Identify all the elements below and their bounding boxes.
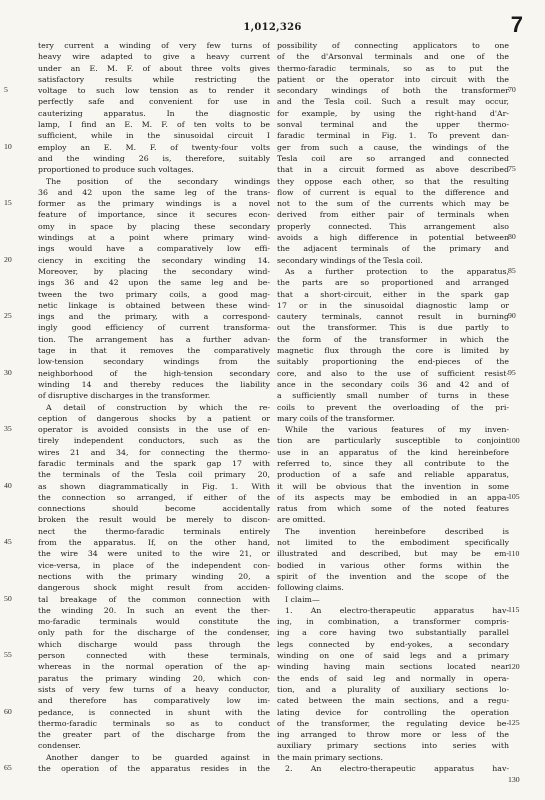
left-text-column [38, 40, 270, 774]
text-line: a sufficiently small number of turns in these [277, 391, 509, 401]
text-line: Another danger to be guarded against in [46, 752, 270, 762]
line-number: 90 [508, 311, 516, 321]
text-line: which discharge would pass through the [38, 639, 270, 649]
text-line: secondary windings of both the transformer [277, 86, 509, 96]
text-line: ing a core having two substantially parallel [277, 628, 509, 638]
text-line: mary coils of the transformer. [277, 413, 395, 423]
text-line: production of a safe and reliable apparatus, [277, 470, 509, 480]
text-line: nect the thermo-faradic terminals entirely [38, 526, 270, 536]
right-text-column [277, 40, 509, 774]
text-line: windings at a point where primary wind- [38, 233, 270, 243]
text-line: flow of current is equal to the difference and [277, 187, 509, 197]
text-line: tery current a winding of very few turns of [38, 41, 270, 50]
line-number: 105 [508, 492, 520, 501]
text-line: tal breakage of the common connection with [38, 594, 270, 604]
text-line: faradic terminals and the spark gap 17 with [38, 458, 270, 468]
text-line: referred to, since they all contribute to the [277, 458, 509, 468]
text-line: proportioned to produce such voltages. [38, 165, 194, 175]
text-line: tween the two primary coils, a good mag- [38, 289, 270, 299]
text-line: of the d'Arsonval terminals and one of the [277, 52, 509, 62]
text-line: the terminals of the Tesla coil primary 20, [38, 470, 270, 480]
text-line: Tesla coil are so arranged and connected [277, 153, 509, 163]
text-line: ings and the primary, with a correspond- [38, 312, 270, 322]
text-line: voltage to such low tension as to render it [38, 86, 270, 96]
text-line: the winding 20. In such an event the ther- [38, 605, 270, 615]
text-line: as shown diagrammatically in Fig. 1. With [38, 481, 270, 491]
line-number: 125 [508, 718, 520, 727]
text-line: A detail of construction by which the re- [46, 402, 270, 412]
line-number: 5 [4, 85, 8, 95]
line-number: 100 [508, 435, 520, 445]
text-line: not to the sum of the currents which may be [277, 199, 509, 209]
text-line: former as the primary windings is a novel [38, 199, 270, 209]
text-line: tion. The arrangement has a further advan- [38, 334, 270, 344]
text-line: the connection so arranged, if either of the [38, 492, 270, 502]
text-line: While the various features of my inven- [285, 425, 509, 435]
text-line: faradic terminal in Fig. 1. To prevent dan- [277, 131, 509, 141]
text-line: satisfactory results while restricting the [38, 74, 270, 84]
text-line: possibility of connecting applicators to one [277, 41, 509, 50]
text-line: I claim— [285, 594, 320, 604]
text-line: of the transformer, the regulating device be- [277, 718, 509, 728]
text-line: derived from either pair of terminals when [277, 210, 509, 220]
text-line: thermo-faradic terminals so as to conduct [38, 718, 270, 728]
text-line: it will be obvious that the invention in some [277, 481, 509, 491]
text-line: tion, and a plurality of auxiliary sections lo- [277, 684, 509, 694]
text-line: thermo-faradic terminals, so as to put the [277, 63, 509, 73]
text-line: Moreover, by placing the secondary wind- [38, 266, 270, 276]
text-line: from the apparatus. If, on the other hand, [38, 538, 270, 548]
line-number: 40 [4, 480, 12, 490]
text-line: cauterizing apparatus. In the diagnostic [38, 108, 270, 118]
line-number: 60 [4, 706, 12, 716]
text-line: ings 36 and 42 upon the same leg and be- [38, 278, 270, 288]
text-line: the parts are so proportioned and arranged [277, 278, 509, 288]
line-number: 55 [4, 650, 12, 660]
line-number: 85 [508, 266, 516, 275]
text-line: the wire 34 were united to the wire 21, or [38, 549, 270, 559]
text-line: paratus the primary winding 20, which con- [38, 673, 270, 683]
text-line: wires 21 and 34, for connecting the thermo- [38, 447, 270, 457]
text-line: ger from such a cause, the windings of the [277, 142, 509, 152]
text-line: perfectly safe and convenient for use in [38, 97, 270, 107]
text-line: 1. An electro-therapeutic apparatus hav- [285, 605, 509, 615]
line-number: 30 [4, 367, 12, 377]
line-number: 25 [4, 311, 12, 321]
text-line: bodied in various other forms within the [277, 560, 509, 570]
text-line: core, and also to the use of sufficient resist- [277, 368, 509, 378]
text-line: lating device for controlling the operation [277, 707, 509, 717]
text-line: use in an apparatus of the kind hereinbefore [277, 447, 509, 457]
text-line: following claims. [277, 583, 344, 593]
text-line: person connected with these terminals, [38, 651, 270, 661]
text-line: employ an E. M. F. of twenty-four volts [38, 142, 270, 152]
text-line: and the winding 26 is, therefore, suitably [38, 153, 270, 163]
text-line: patient or the operator into circuit with the [277, 74, 509, 84]
text-line: mo-faradic terminals would constitute the [38, 617, 270, 627]
text-line: the adjacent terminals of the primary and [277, 244, 509, 254]
text-line: are omitted. [277, 515, 326, 525]
line-number: 75 [508, 164, 516, 174]
line-number: 80 [508, 232, 516, 242]
text-line: operator is avoided consists in the use of en- [38, 425, 270, 435]
line-number: 115 [508, 605, 520, 614]
line-number: 15 [4, 198, 12, 208]
text-line: ratus from which some of the noted features [277, 504, 509, 514]
text-line: pedance, is connected in shunt with the [38, 707, 270, 717]
text-line: and therefore has comparatively low im- [38, 696, 270, 706]
text-line: suitably proportioning the end-pieces of the [277, 357, 509, 367]
text-line: spirit of the invention and the scope of the [277, 571, 509, 581]
text-line: vice-versa, in place of the independent con- [38, 560, 270, 570]
line-number: 70 [508, 85, 516, 95]
text-line: not limited to the embodiment specifically [277, 538, 509, 548]
text-line: 2. An electro-therapeutic apparatus hav- [285, 764, 509, 773]
page-number: 7 [510, 12, 523, 37]
text-line: sufficient, while in the sinusoidal circuit I [38, 131, 270, 141]
text-line: of disruptive discharges in the transformer. [38, 391, 211, 401]
line-number: 35 [4, 424, 12, 434]
text-line: heavy wire adapted to give a heavy current [38, 52, 270, 62]
text-line: of its aspects may be embodied in an appa- [277, 492, 509, 502]
text-line: the main primary sections. [277, 752, 383, 762]
text-line: sists of very few turns of a heavy conductor, [38, 684, 270, 694]
text-line: legs connected by end-yokes, a secondary [277, 639, 509, 649]
text-line: winding 14 and thereby reduces the liability [38, 379, 270, 389]
text-line: illustrated and described, but may be em- [277, 549, 509, 559]
text-line: omy in space by placing these secondary [38, 221, 270, 231]
text-line: ing, in combination, a transformer compris- [277, 617, 509, 627]
line-number: 95 [508, 367, 516, 377]
text-line: that a short-circuit, either in the spark gap [277, 289, 509, 299]
text-line: for example, by using the right-hand d'Ar- [277, 108, 509, 118]
text-line: winding on one of said legs and a primary [277, 651, 509, 661]
line-number: 130 [508, 774, 520, 784]
text-line: secondary windings of the Tesla coil. [277, 255, 423, 265]
text-line: neighborhood of the high-tension secondary [38, 368, 270, 378]
text-line: tion are particularly susceptible to conjoint [277, 436, 509, 446]
text-line: magnetic flux through the core is limited by [277, 346, 509, 356]
text-line: dangerous shock might result from acciden- [38, 583, 270, 593]
text-line: ciency in exciting the secondary winding 14. [38, 255, 270, 265]
text-line: cautery terminals, cannot result in burning [277, 312, 509, 322]
text-line: tirely independent conductors, such as the [38, 436, 270, 446]
text-line: under an E. M. F. of about three volts gives [38, 63, 270, 73]
text-line: connections should become accidentally [38, 504, 270, 514]
line-number: 45 [4, 537, 12, 547]
text-line: the operation of the apparatus resides in the [38, 764, 270, 773]
text-line: whereas in the normal operation of the ap- [38, 662, 270, 672]
text-line: avoids a high difference in potential between [277, 233, 509, 243]
text-line: out the transformer. This is due partly to [277, 323, 509, 333]
text-line: ing arranged to throw more or less of the [277, 730, 509, 740]
patent-number: 1,012,326 [243, 22, 302, 33]
line-number: 10 [4, 141, 12, 151]
text-line: The position of the secondary windings [46, 176, 270, 186]
text-line: feature of importance, since it secures econ- [38, 210, 270, 220]
text-line: that in a circuit formed as above described [277, 165, 509, 175]
text-line: lamp, I find an E. M. F. of ten volts to be [38, 120, 270, 130]
text-line: only path for the discharge of the condenser, [38, 628, 270, 638]
text-line: condenser. [38, 741, 81, 751]
page-header [0, 0, 545, 40]
text-line: coils to prevent the overloading of the pri- [277, 402, 509, 412]
text-line: low-tension secondary windings from the [38, 357, 270, 367]
text-line: 36 and 42 upon the same leg of the trans- [38, 187, 270, 197]
text-line: As a further protection to the apparatus, [285, 266, 509, 276]
line-number: 20 [4, 254, 12, 264]
text-line: ance in the secondary coils 36 and 42 and of [277, 379, 509, 389]
text-line: tage in that it removes the comparatively [38, 346, 270, 356]
text-line: winding having main sections located near [277, 662, 509, 672]
text-line: the ends of said leg and normally in opera- [277, 673, 509, 683]
text-line: 17 or in the sinusoidal diagnostic lamp or [277, 300, 509, 310]
text-line: properly connected. This arrangement also [277, 221, 509, 231]
text-line: and the Tesla coil. Such a result may occur, [277, 97, 509, 107]
text-line: auxiliary primary sections into series with [277, 741, 509, 751]
line-number: 120 [508, 661, 520, 671]
line-number: 110 [508, 548, 520, 558]
text-line: the greater part of the discharge from the [38, 730, 270, 740]
line-number: 50 [4, 593, 12, 603]
text-line: ingly good efficiency of current transforma- [38, 323, 270, 333]
text-line: the form of the transformer in which the [277, 334, 509, 344]
text-line: netic linkage is obtained between these wind- [38, 300, 270, 310]
text-line: ings would have a comparatively low effi- [38, 244, 270, 254]
text-line: nections with the primary winding 20, a [38, 571, 270, 581]
text-line: cated between the main sections, and a regu- [277, 696, 509, 706]
text-line: they oppose each other, so that the resulting [277, 176, 509, 186]
line-number: 65 [4, 763, 12, 773]
text-line: ception of dangerous shocks by a patient or [38, 413, 270, 423]
text-line: sonval terminal and the upper thermo- [277, 120, 509, 130]
text-line: The invention hereinbefore described is [285, 526, 509, 536]
text-line: broken the result would be merely to discon- [38, 515, 270, 525]
